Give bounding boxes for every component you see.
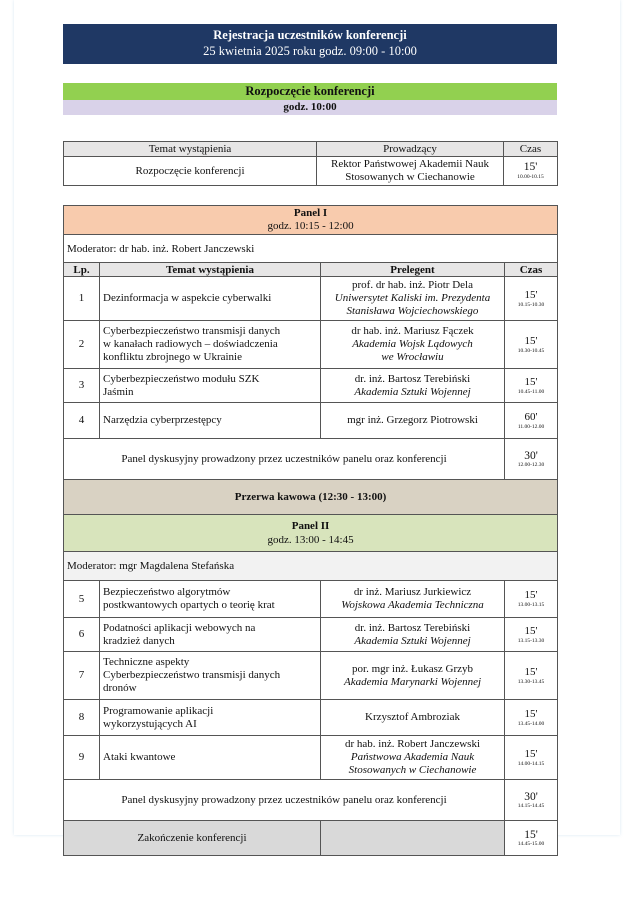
topic-line: Cyberbezpieczeństwo transmisji danych — [103, 669, 281, 681]
registration-title: Rejestracja uczestników konferencji — [213, 28, 407, 42]
closing-duration — [505, 821, 558, 856]
topic-line: Techniczne aspekty — [103, 656, 190, 668]
time-range: 10.00-10.15 — [517, 174, 544, 180]
time-range: 14.45-15.00 — [517, 840, 545, 847]
topic-line: Jaśmin — [103, 385, 134, 398]
time-range: 12.00-12.30 — [517, 461, 545, 468]
row-topic — [100, 369, 321, 403]
table-row — [64, 277, 558, 321]
panel2-time: godz. 13:00 - 14:45 — [267, 534, 354, 546]
row-duration — [505, 403, 558, 439]
speaker-affiliation: Wojskowa Akademia Techniczna — [341, 599, 484, 611]
speaker-name: dr hab. inż. Mariusz Fączek — [351, 325, 474, 337]
topic-line: w kanałach radiowych – doświadczenia — [103, 338, 278, 350]
duration: 15' — [523, 161, 538, 173]
row-speaker — [321, 581, 505, 618]
duration: 15' — [524, 665, 538, 678]
panel1-title: Panel I — [293, 207, 328, 219]
row-topic — [100, 700, 321, 736]
col-header-topic: Temat wystąpienia — [64, 142, 317, 157]
row-topic: Narzędzia cyberprzestępcy — [100, 403, 321, 439]
opening-duration — [504, 157, 558, 186]
speaker-affiliation: Akademia Sztuki Wojennej — [354, 385, 471, 398]
closing-empty — [321, 821, 505, 856]
duration: 15' — [524, 375, 538, 388]
speaker-name: por. mgr inż. Łukasz Grzyb — [352, 662, 473, 675]
row-topic — [100, 618, 321, 652]
speaker-affiliation: Państwowa Akademia Nauk — [350, 751, 475, 763]
time-range: 14.15-14.45 — [517, 802, 545, 809]
row-speaker — [321, 321, 505, 369]
row-duration — [505, 277, 558, 321]
duration: 30' — [524, 449, 538, 462]
table-row — [64, 700, 558, 736]
row-speaker — [321, 618, 505, 652]
opening-table — [63, 141, 558, 186]
table-row — [64, 581, 558, 618]
row-speaker — [321, 652, 505, 700]
topic-line: Cyberbezpieczeństwo modułu SZK — [103, 372, 260, 385]
opening-host — [317, 157, 504, 186]
row-topic: Ataki kwantowe — [100, 736, 321, 780]
panel1-moderator: Moderator: dr hab. inż. Robert Janczewski — [64, 235, 558, 263]
host-line: Rektor Państwowej Akademii Nauk — [331, 158, 489, 170]
host-line: Stosowanych w Ciechanowie — [345, 171, 475, 183]
col-header-lp: Lp. — [64, 263, 100, 277]
table-row — [64, 403, 558, 439]
row-topic: Dezinformacja w aspekcie cyberwalki — [100, 277, 321, 321]
row-lp: 4 — [64, 403, 100, 439]
panels-table — [63, 205, 558, 856]
duration: 15' — [524, 707, 538, 720]
speaker-name: dr hab. inż. Robert Janczewski — [344, 738, 480, 750]
opening-topic: Rozpoczęcie konferencji — [64, 157, 317, 186]
row-speaker: mgr inż. Grzegorz Piotrowski — [321, 403, 505, 439]
time-range: 13.00-13.15 — [517, 602, 545, 608]
row-lp: 2 — [64, 321, 100, 369]
topic-line: Programowanie aplikacji — [103, 704, 214, 717]
row-speaker — [321, 277, 505, 321]
topic-line: Bezpieczeństwo algorytmów — [103, 586, 231, 598]
duration: 15' — [524, 334, 538, 347]
row-lp: 5 — [64, 581, 100, 618]
duration: 60' — [524, 410, 538, 423]
panel2-moderator: Moderator: mgr Magdalena Stefańska — [64, 552, 558, 581]
time-range: 13.45-14.00 — [517, 720, 545, 727]
panel1-discussion-duration — [505, 439, 558, 480]
row-speaker: Krzysztof Ambroziak — [321, 700, 505, 736]
row-lp: 7 — [64, 652, 100, 700]
row-duration — [505, 369, 558, 403]
row-speaker — [321, 369, 505, 403]
row-duration — [505, 581, 558, 618]
registration-subtitle: 25 kwietnia 2025 roku godz. 09:00 - 10:00 — [203, 44, 417, 58]
panel2-discussion: Panel dyskusyjny prowadzony przez uczestników panelu oraz konferencji — [64, 780, 505, 821]
panel2-title: Panel II — [291, 520, 330, 532]
time-range: 10.30-10.45 — [517, 347, 545, 354]
topic-line: konfliktu zbrojnego w Ukrainie — [103, 351, 242, 363]
time-range: 13.30-13.45 — [517, 678, 545, 685]
time-range: 10.15-10.30 — [517, 301, 545, 308]
duration: 15' — [524, 288, 538, 301]
topic-line: Podatności aplikacji webowych na — [103, 621, 256, 634]
row-topic — [100, 652, 321, 700]
speaker-affiliation: Stosowanych w Ciechanowie — [348, 764, 477, 776]
topic-line: kradzież danych — [103, 634, 175, 647]
row-lp: 9 — [64, 736, 100, 780]
panel2-header — [64, 515, 558, 552]
row-topic — [100, 321, 321, 369]
duration: 15' — [524, 747, 538, 760]
table-row — [64, 652, 558, 700]
row-duration — [505, 618, 558, 652]
panel1-header — [64, 206, 558, 235]
speaker-affiliation: Akademia Marynarki Wojennej — [343, 675, 482, 688]
row-speaker — [321, 736, 505, 780]
duration: 30' — [524, 790, 538, 803]
time-range: 11.00-12.00 — [517, 423, 545, 430]
row-lp: 6 — [64, 618, 100, 652]
topic-line: postkwantowych opartych o teorię krat — [103, 599, 275, 611]
duration: 15' — [524, 589, 538, 601]
coffee-break: Przerwa kawowa (12:30 - 13:00) — [64, 480, 558, 515]
speaker-name: dr. inż. Bartosz Terebiński — [354, 621, 471, 634]
col-header-time: Czas — [504, 142, 558, 157]
time-range: 10.45-11.00 — [517, 388, 545, 395]
duration: 15' — [524, 828, 538, 841]
time-range: 14.00-14.15 — [517, 760, 545, 767]
speaker-affiliation: Uniwersytet Kaliski im. Prezydenta — [334, 292, 491, 304]
row-duration — [505, 700, 558, 736]
row-duration — [505, 652, 558, 700]
speaker-name: dr. inż. Bartosz Terebiński — [354, 372, 471, 385]
row-duration — [505, 736, 558, 780]
table-row — [64, 321, 558, 369]
speaker-name: dr inż. Mariusz Jurkiewicz — [353, 586, 472, 598]
row-lp: 3 — [64, 369, 100, 403]
speaker-affiliation: Akademia Sztuki Wojennej — [354, 634, 471, 647]
speaker-affiliation: Stanisława Wojciechowskiego — [346, 305, 479, 317]
row-duration — [505, 321, 558, 369]
topic-line: dronów — [103, 682, 137, 694]
speaker-affiliation: Akademia Wojsk Lądowych — [352, 338, 473, 350]
col-header-topic: Temat wystąpienia — [100, 263, 321, 277]
duration: 15' — [524, 624, 538, 637]
registration-banner — [63, 24, 557, 64]
speaker-name: prof. dr hab. inż. Piotr Dela — [352, 279, 473, 291]
col-header-time: Czas — [505, 263, 558, 277]
panel1-discussion: Panel dyskusyjny prowadzony przez uczestników panelu oraz konferencji — [64, 439, 505, 480]
row-topic — [100, 581, 321, 618]
time-range: 13.15-13.30 — [517, 637, 545, 644]
closing-label: Zakończenie konferencji — [64, 821, 321, 856]
topic-line: Cyberbezpieczeństwo transmisji danych — [103, 325, 281, 337]
topic-line: wykorzystujących AI — [103, 717, 197, 730]
table-row — [64, 618, 558, 652]
panel1-time: godz. 10:15 - 12:00 — [267, 220, 354, 232]
opening-time: godz. 10:00 — [63, 100, 557, 115]
opening-title: Rozpoczęcie konferencji — [63, 83, 557, 100]
col-header-host: Prowadzący — [317, 142, 504, 157]
row-lp: 8 — [64, 700, 100, 736]
col-header-speaker: Prelegent — [321, 263, 505, 277]
speaker-affiliation: we Wrocławiu — [381, 351, 444, 363]
row-lp: 1 — [64, 277, 100, 321]
table-row — [64, 736, 558, 780]
panel2-discussion-duration — [505, 780, 558, 821]
table-row — [64, 369, 558, 403]
